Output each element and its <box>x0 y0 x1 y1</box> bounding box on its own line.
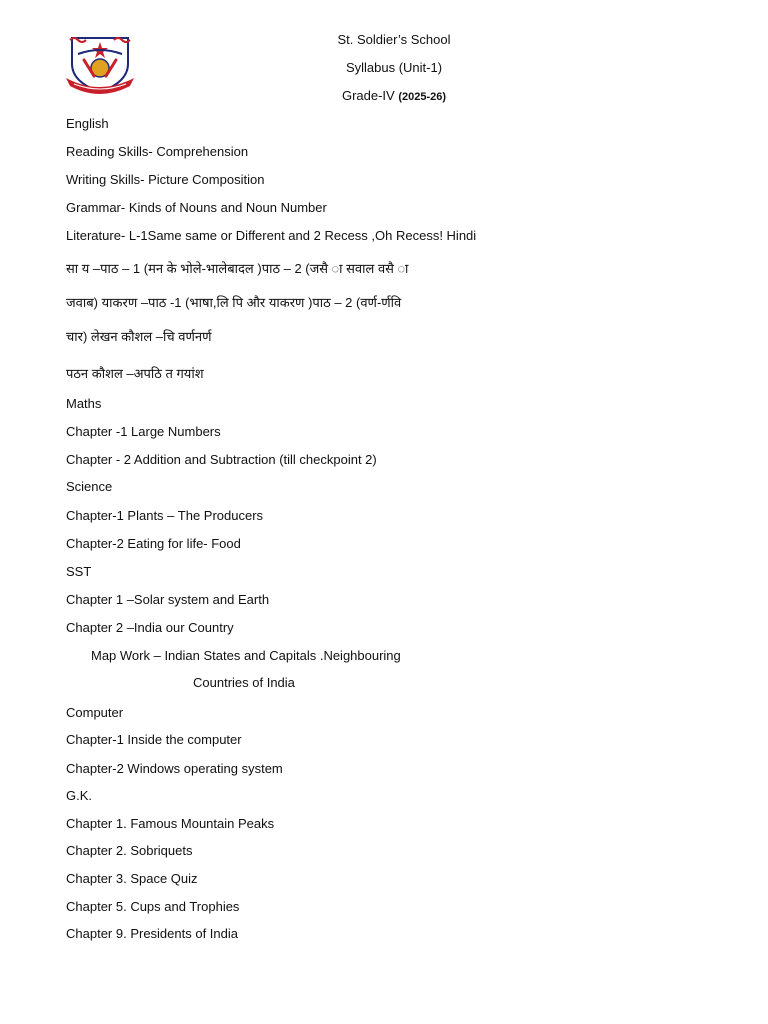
maths-item: Chapter -1 Large Numbers <box>66 424 221 439</box>
computer-item: Chapter-2 Windows operating system <box>66 761 283 776</box>
hindi-item: जवाब) याकरण –पाठ -1 (भाषा,लि पि और याकरण )पाठ – 2 (वर्ण-र्णवि <box>66 295 402 310</box>
syllabus-title: Syllabus (Unit-1) <box>345 60 443 75</box>
maths-item: Chapter - 2 Addition and Subtraction (till checkpoint 2) <box>66 452 377 467</box>
subject-computer: Computer <box>66 705 124 720</box>
hindi-item: सा य –पाठ – 1 (मन के भोले-भालेबादल )पाठ – 2 (जसै ा सवाल वसै ा <box>66 261 409 276</box>
sst-item: Chapter 2 –India our Country <box>66 620 234 635</box>
gk-item: Chapter 1. Famous Mountain Peaks <box>66 816 275 831</box>
subject-sst: SST <box>66 564 92 579</box>
sst-map-work: Map Work – Indian States and Capitals .Neighbouring <box>91 648 401 663</box>
subject-english: English <box>66 116 109 131</box>
grade-label: Grade-IV <box>341 88 395 103</box>
subject-maths: Maths <box>66 396 102 411</box>
grade-line <box>294 88 494 105</box>
sst-item: Chapter 1 –Solar system and Earth <box>66 592 270 607</box>
subject-science: Science <box>66 479 113 494</box>
science-item: Chapter-2 Eating for life- Food <box>66 536 241 551</box>
english-item: Writing Skills- Picture Composition <box>66 172 265 187</box>
school-name: St. Soldier’s School <box>337 32 451 47</box>
sst-map-work-cont: Countries of India <box>193 675 295 690</box>
english-item: Reading Skills- Comprehension <box>66 144 249 159</box>
hindi-item: चार) लेखन कौशल –चि वर्णनर्ण <box>66 329 212 344</box>
science-item: Chapter-1 Plants – The Producers <box>66 508 264 523</box>
school-crest-icon <box>64 34 136 98</box>
gk-item: Chapter 3. Space Quiz <box>66 871 198 886</box>
school-logo <box>64 34 136 98</box>
grade-year: (2025-26) <box>398 91 447 103</box>
computer-item: Chapter-1 Inside the computer <box>66 732 242 747</box>
english-item: Grammar- Kinds of Nouns and Noun Number <box>66 200 327 215</box>
gk-item: Chapter 9. Presidents of India <box>66 926 238 941</box>
subject-gk: G.K. <box>66 788 93 803</box>
gk-item: Chapter 5. Cups and Trophies <box>66 899 240 914</box>
gk-item: Chapter 2. Sobriquets <box>66 843 193 858</box>
hindi-item: पठन कौशल –अपठि त गयांश <box>66 366 204 381</box>
english-item: Literature- L-1Same same or Different and 2 Recess ,Oh Recess! Hindi <box>66 228 477 243</box>
